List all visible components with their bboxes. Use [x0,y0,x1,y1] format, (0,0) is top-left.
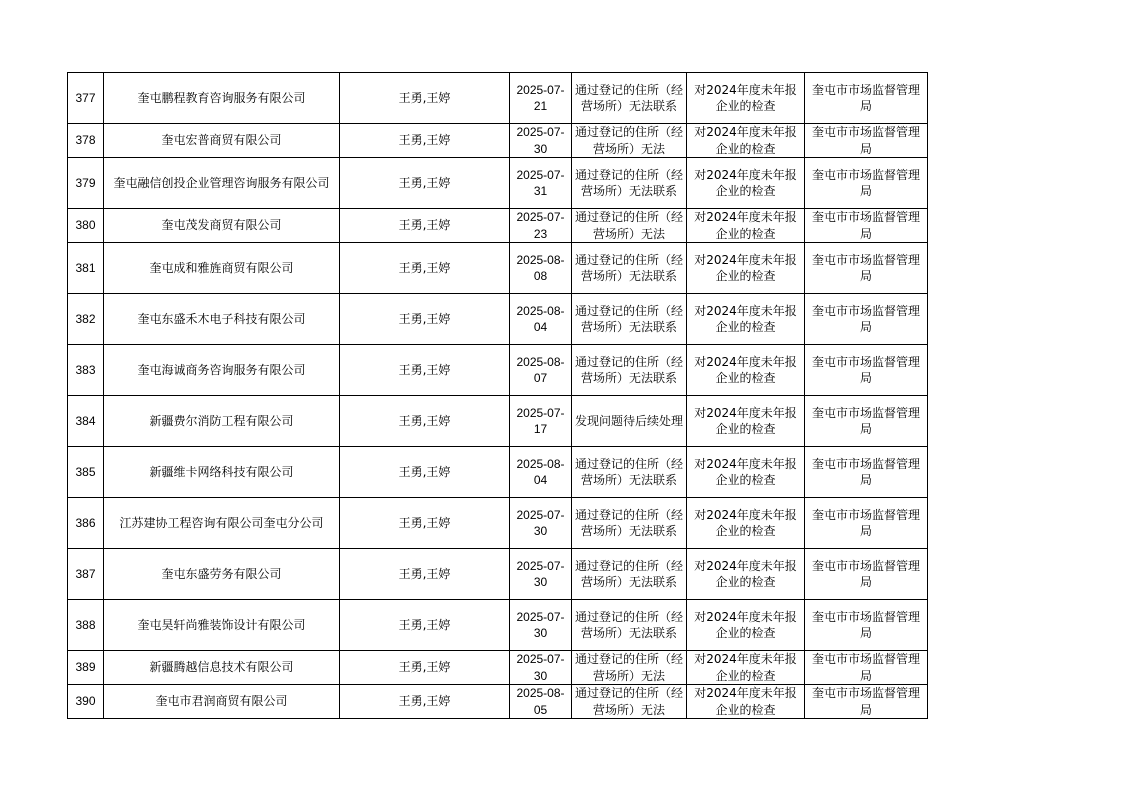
date-line-2: 30 [533,668,548,683]
authority-text: 奎屯市市场监督管理局 [811,652,920,683]
date-cell [510,685,572,719]
table-row [68,651,928,685]
task-text: 对2024年度未年报企业的检查 [694,125,797,156]
table-row [68,73,928,124]
inspectors-cell [340,158,510,209]
task-text: 对2024年度未年报企业的检查 [694,686,797,717]
task-cell [687,447,805,498]
date-line-2: 07 [533,371,548,385]
company-name-text: 奎屯宏普商贸有限公司 [161,133,282,148]
date-line-1: 2025-07- [516,609,565,624]
table-row [68,447,928,498]
result-cell [572,124,687,158]
authority-text: 奎屯市市场监督管理局 [811,252,920,283]
task-text: 对2024年度未年报企业的检查 [694,507,797,538]
table-body [68,73,928,719]
row-number-cell [68,651,104,685]
authority-cell [805,73,928,124]
result-cell [572,345,687,396]
row-number-text: 387 [75,566,96,581]
table-row [68,345,928,396]
company-name-cell [104,345,340,396]
table-row [68,600,928,651]
date-line-2: 17 [533,422,548,436]
date-cell [510,498,572,549]
inspectors-text: 王勇,王婷 [398,694,451,709]
authority-cell [805,158,928,209]
row-number-cell [68,294,104,345]
result-cell [572,243,687,294]
date-cell [510,345,572,396]
row-number-text: 379 [75,175,96,190]
company-name-text: 奎屯东盛禾木电子科技有限公司 [137,311,306,326]
inspectors-cell [340,447,510,498]
table-row [68,158,928,209]
company-name-text: 奎屯东盛劳务有限公司 [161,566,282,581]
result-text: 通过登记的住所（经营场所）无法联系 [574,507,683,538]
task-text: 对2024年度未年报企业的检查 [694,456,797,487]
authority-cell [805,243,928,294]
inspectors-cell [340,124,510,158]
result-cell [572,396,687,447]
date-line-2: 30 [533,524,548,538]
task-cell [687,685,805,719]
result-cell [572,73,687,124]
row-number-cell [68,345,104,396]
row-number-text: 384 [75,413,96,428]
task-text: 对2024年度未年报企业的检查 [694,210,797,241]
task-cell [687,498,805,549]
date-cell [510,549,572,600]
company-name-cell [104,549,340,600]
inspectors-cell [340,685,510,719]
date-cell [510,651,572,685]
authority-text: 奎屯市市场监督管理局 [811,507,920,538]
company-name-text: 新疆腾越信息技术有限公司 [149,660,294,675]
company-name-cell [104,498,340,549]
row-number-cell [68,685,104,719]
company-name-text: 奎屯鹏程教育咨询服务有限公司 [137,90,306,105]
date-cell [510,600,572,651]
result-text: 通过登记的住所（经营场所）无法 [574,210,683,241]
inspectors-text: 王勇,王婷 [398,260,451,275]
table-row [68,124,928,158]
authority-cell [805,651,928,685]
task-cell [687,651,805,685]
result-cell [572,294,687,345]
inspection-table [67,72,928,719]
inspectors-cell [340,651,510,685]
task-text: 对2024年度未年报企业的检查 [694,609,797,640]
task-text: 对2024年度未年报企业的检查 [694,82,797,113]
result-cell [572,209,687,243]
task-cell [687,294,805,345]
company-name-cell [104,396,340,447]
company-name-text: 奎屯市君润商贸有限公司 [155,694,288,709]
inspectors-text: 王勇,王婷 [398,515,451,530]
date-line-2: 31 [533,184,548,198]
row-number-cell [68,209,104,243]
row-number-cell [68,600,104,651]
authority-text: 奎屯市市场监督管理局 [811,686,920,717]
row-number-text: 385 [75,464,96,479]
authority-text: 奎屯市市场监督管理局 [811,354,920,385]
task-cell [687,243,805,294]
result-cell [572,549,687,600]
date-line-1: 2025-07- [516,210,565,224]
date-line-2: 05 [533,702,548,717]
authority-cell [805,294,928,345]
date-line-1: 2025-07- [516,507,565,522]
row-number-text: 382 [75,311,96,326]
row-number-text: 381 [75,260,96,275]
inspectors-text: 王勇,王婷 [398,218,451,233]
task-cell [687,345,805,396]
date-line-1: 2025-07- [516,82,565,97]
inspectors-cell [340,600,510,651]
result-text: 通过登记的住所（经营场所）无法联系 [574,558,683,589]
company-name-cell [104,600,340,651]
result-text: 通过登记的住所（经营场所）无法联系 [574,167,683,198]
inspectors-cell [340,396,510,447]
result-text: 通过登记的住所（经营场所）无法联系 [574,303,683,334]
inspectors-text: 王勇,王婷 [398,566,451,581]
date-line-1: 2025-07- [516,405,565,420]
authority-cell [805,685,928,719]
authority-text: 奎屯市市场监督管理局 [811,303,920,334]
row-number-cell [68,549,104,600]
company-name-cell [104,685,340,719]
date-line-2: 30 [533,575,548,589]
date-line-1: 2025-08- [516,686,565,700]
inspectors-text: 王勇,王婷 [398,413,451,428]
row-number-cell [68,498,104,549]
inspectors-text: 王勇,王婷 [398,464,451,479]
date-line-1: 2025-08- [516,252,565,267]
row-number-cell [68,243,104,294]
task-cell [687,209,805,243]
company-name-cell [104,651,340,685]
date-line-1: 2025-08- [516,303,565,318]
authority-cell [805,447,928,498]
inspectors-cell [340,345,510,396]
result-cell [572,651,687,685]
inspectors-text: 王勇,王婷 [398,133,451,148]
row-number-text: 389 [75,660,96,675]
table-row [68,243,928,294]
table-row [68,209,928,243]
inspectors-text: 王勇,王婷 [398,660,451,675]
date-line-2: 30 [533,141,548,156]
result-cell [572,498,687,549]
table-row [68,396,928,447]
task-text: 对2024年度未年报企业的检查 [694,167,797,198]
result-cell [572,447,687,498]
row-number-text: 380 [75,218,96,233]
row-number-cell [68,396,104,447]
result-cell [572,600,687,651]
authority-text: 奎屯市市场监督管理局 [811,558,920,589]
result-text: 通过登记的住所（经营场所）无法 [574,652,683,683]
task-cell [687,396,805,447]
task-cell [687,124,805,158]
date-line-1: 2025-07- [516,558,565,573]
inspectors-text: 王勇,王婷 [398,617,451,632]
authority-cell [805,124,928,158]
date-line-2: 30 [533,626,548,640]
date-cell [510,209,572,243]
inspectors-text: 王勇,王婷 [398,362,451,377]
result-text: 通过登记的住所（经营场所）无法 [574,125,683,156]
company-name-text: 新疆费尔消防工程有限公司 [149,413,294,428]
date-cell [510,396,572,447]
company-name-text: 奎屯茂发商贸有限公司 [161,218,282,233]
inspectors-cell [340,209,510,243]
date-line-2: 04 [533,320,548,334]
authority-text: 奎屯市市场监督管理局 [811,82,920,113]
date-line-2: 04 [533,473,548,487]
result-cell [572,685,687,719]
inspectors-text: 王勇,王婷 [398,175,451,190]
row-number-text: 388 [75,617,96,632]
company-name-text: 江苏建协工程咨询有限公司奎屯分公司 [119,515,324,530]
company-name-text: 奎屯海诚商务咨询服务有限公司 [137,362,306,377]
result-cell [572,158,687,209]
company-name-cell [104,294,340,345]
company-name-text: 奎屯昊轩尚雅装饰设计有限公司 [137,617,306,632]
authority-cell [805,345,928,396]
result-text: 通过登记的住所（经营场所）无法联系 [574,354,683,385]
date-line-1: 2025-07- [516,125,565,139]
date-cell [510,447,572,498]
authority-cell [805,209,928,243]
authority-text: 奎屯市市场监督管理局 [811,456,920,487]
authority-text: 奎屯市市场监督管理局 [811,125,920,156]
inspectors-text: 王勇,王婷 [398,311,451,326]
authority-text: 奎屯市市场监督管理局 [811,405,920,436]
date-line-2: 23 [533,226,548,241]
date-line-2: 08 [533,269,548,283]
result-text: 通过登记的住所（经营场所）无法联系 [574,252,683,283]
task-cell [687,600,805,651]
date-cell [510,73,572,124]
inspectors-text: 王勇,王婷 [398,90,451,105]
table-row [68,549,928,600]
company-name-text: 奎屯成和雅旌商贸有限公司 [149,260,294,275]
company-name-cell [104,73,340,124]
row-number-cell [68,124,104,158]
row-number-text: 378 [75,133,96,148]
inspectors-cell [340,73,510,124]
row-number-cell [68,447,104,498]
inspectors-cell [340,243,510,294]
date-cell [510,294,572,345]
inspectors-cell [340,498,510,549]
company-name-cell [104,158,340,209]
table-row [68,294,928,345]
date-cell [510,124,572,158]
row-number-cell [68,158,104,209]
result-text: 通过登记的住所（经营场所）无法联系 [574,609,683,640]
inspectors-cell [340,549,510,600]
company-name-cell [104,209,340,243]
authority-text: 奎屯市市场监督管理局 [811,210,920,241]
table-row [68,685,928,719]
task-text: 对2024年度未年报企业的检查 [694,652,797,683]
authority-text: 奎屯市市场监督管理局 [811,609,920,640]
inspectors-cell [340,294,510,345]
result-text: 通过登记的住所（经营场所）无法联系 [574,82,683,113]
authority-cell [805,549,928,600]
date-cell [510,158,572,209]
company-name-cell [104,447,340,498]
task-text: 对2024年度未年报企业的检查 [694,405,797,436]
task-text: 对2024年度未年报企业的检查 [694,558,797,589]
row-number-text: 390 [75,694,96,709]
date-line-1: 2025-08- [516,456,565,471]
company-name-text: 新疆维卡网络科技有限公司 [149,464,294,479]
date-line-2: 21 [533,99,548,113]
company-name-text: 奎屯融信创投企业管理咨询服务有限公司 [113,175,330,190]
result-text: 发现问题待后续处理 [574,413,683,428]
company-name-cell [104,124,340,158]
company-name-cell [104,243,340,294]
task-text: 对2024年度未年报企业的检查 [694,303,797,334]
date-line-1: 2025-08- [516,354,565,369]
row-number-text: 383 [75,362,96,377]
authority-cell [805,396,928,447]
authority-text: 奎屯市市场监督管理局 [811,167,920,198]
result-text: 通过登记的住所（经营场所）无法 [574,686,683,717]
task-text: 对2024年度未年报企业的检查 [694,252,797,283]
date-line-1: 2025-07- [516,167,565,182]
authority-cell [805,600,928,651]
date-line-1: 2025-07- [516,652,565,666]
task-cell [687,73,805,124]
date-cell [510,243,572,294]
task-text: 对2024年度未年报企业的检查 [694,354,797,385]
result-text: 通过登记的住所（经营场所）无法联系 [574,456,683,487]
authority-cell [805,498,928,549]
task-cell [687,549,805,600]
row-number-text: 377 [75,90,96,105]
table-row [68,498,928,549]
task-cell [687,158,805,209]
row-number-cell [68,73,104,124]
row-number-text: 386 [75,515,96,530]
